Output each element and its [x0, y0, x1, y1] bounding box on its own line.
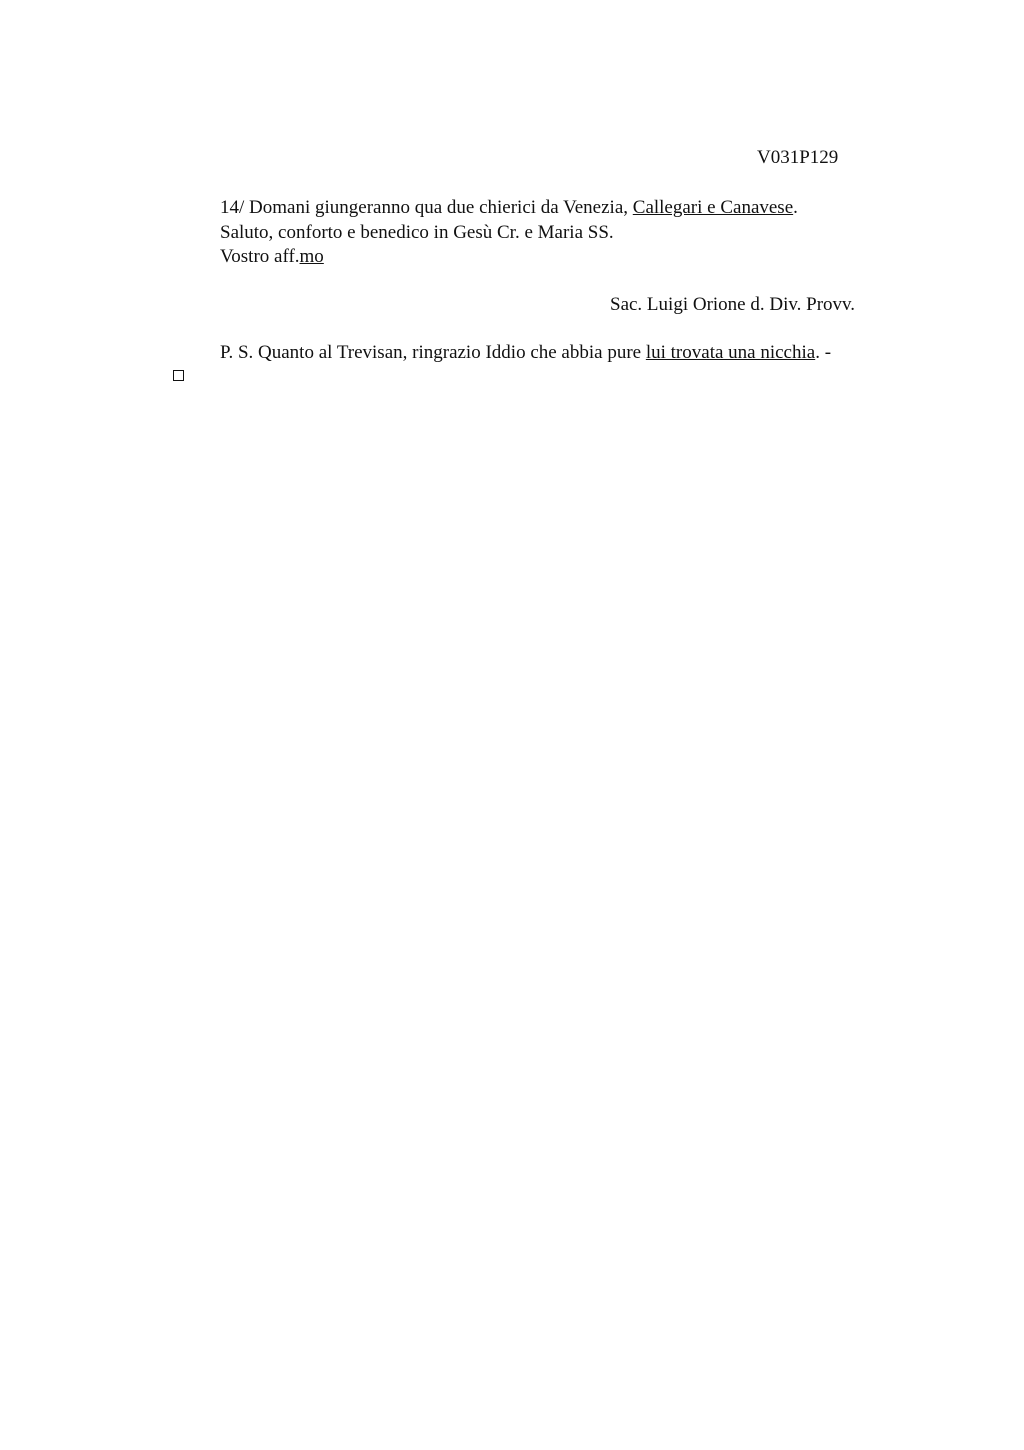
- closing-text: Vostro aff.: [220, 246, 300, 267]
- underlined-names: Callegari e Canavese: [632, 197, 794, 218]
- signature: Sac. Luigi Orione d. Div. Provv.: [610, 294, 856, 315]
- postscript-end: . -: [815, 342, 832, 363]
- letter-closing: [220, 245, 798, 270]
- margin-checkbox-icon: [173, 370, 184, 381]
- postscript-text: P. S. Quanto al Trevisan, ringrazio Iddio che abbia pure: [220, 342, 646, 363]
- letter-line-1-end: .: [793, 197, 798, 218]
- postscript: [220, 342, 831, 364]
- letter-body: [220, 196, 798, 270]
- postscript-underlined: lui trovata una nicchia: [645, 342, 816, 363]
- letter-line-1-text: 14/ Domani giungeranno qua due chierici da Venezia,: [220, 197, 633, 218]
- letter-line-1: [220, 196, 798, 221]
- closing-underlined: mo: [299, 246, 324, 267]
- page-identifier: V031P129: [757, 147, 839, 168]
- letter-line-2: Saluto, conforto e benedico in Gesù Cr. e Maria SS.: [220, 221, 614, 243]
